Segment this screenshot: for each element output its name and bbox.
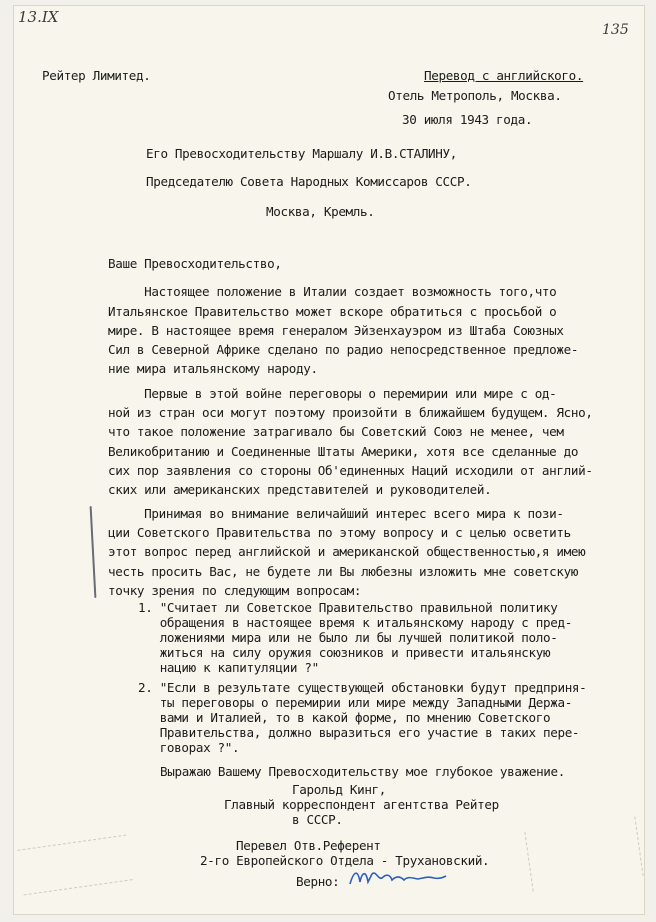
text-line: ских или американских представителей и руководителей.: [108, 482, 492, 497]
salutation: Ваше Превосходительство,: [108, 256, 282, 271]
text-line: ние мира итальянскому народу.: [108, 361, 318, 376]
sender: Рейтер Лимитед.: [42, 68, 151, 83]
addressee-line-3: Москва, Кремль.: [266, 204, 375, 219]
location: Отель Метрополь, Москва.: [388, 88, 562, 103]
text-line: этот вопрос перед английской и американской общественностью,я имею: [108, 544, 586, 559]
addressee-line-2: Председателю Совета Народных Комиссаров СССР.: [146, 174, 472, 189]
text-line: обращения в настоящее время к итальянскому народу с пред-: [138, 615, 572, 630]
text-line: житься на силу оружия союзников и привести итальянскую: [138, 645, 551, 660]
text-line: ной из стран оси могут поэтому произойти в ближайшем будущем. Ясно,: [108, 405, 593, 420]
corner-handwritten-note: 13.IX: [18, 8, 59, 26]
text-line: что такое положение затрагивало бы Советский Союз не менее, чем: [108, 424, 564, 439]
text-line: вами и Италией, то в какой форме, по мнению Советского: [138, 710, 551, 725]
verified-label: Верно:: [296, 874, 340, 889]
translator-line-2: 2-го Европейского Отдела - Трухановский.: [200, 853, 490, 868]
translator-line-1: Перевел Отв.Референт: [236, 838, 381, 853]
text-line: Итальянское Правительство может вскоре обратиться с просьбой о: [108, 304, 557, 319]
text-line: Великобританию и Соединенные Штаты Америки, хотя все сделанные до: [108, 444, 579, 459]
text-line: Сил в Северной Африке сделано по радио непосредственное предложе-: [108, 342, 579, 357]
page-number: 135: [602, 22, 629, 38]
text-line: Первые в этой войне переговоры о перемирии или мире с од-: [108, 386, 557, 401]
text-line: честь просить Вас, не будете ли Вы любезны изложить мне советскую: [108, 564, 579, 579]
signer-title: Главный корреспондент агентства Рейтер: [224, 797, 499, 812]
text-line: Принимая во внимание величайший интерес всего мира к пози-: [108, 506, 564, 521]
text-line: ложениями мира или не было ли бы лучшей политикой поло-: [138, 630, 558, 645]
text-line: ты переговоры о перемирии или мире между Западными Держа-: [138, 695, 572, 710]
text-line: Правительства, должно выразиться его участие в таких пере-: [138, 725, 580, 740]
text-line: ции Советского Правительства по этому вопросу и с целью осветить: [108, 525, 571, 540]
text-line: 1. "Считает ли Советское Правительство правильной политику: [138, 600, 558, 615]
signature-scribble: [348, 866, 448, 888]
text-line: сих пор заявления со стороны Об'единенных Наций исходили от англий-: [108, 463, 593, 478]
handwritten-signature: [348, 866, 448, 888]
signer-name: Гарольд Кинг,: [292, 782, 387, 797]
letter-date: 30 июля 1943 года.: [402, 112, 533, 127]
text-line: мире. В настоящее время генералом Эйзенхауэром из Штаба Союзных: [108, 323, 564, 338]
addressee-line-1: Его Превосходительству Маршалу И.В.СТАЛИНУ,: [146, 146, 457, 161]
signer-title-location: в СССР.: [292, 812, 343, 827]
text-line: 2. "Если в результате существующей обстановки будут предприня-: [138, 680, 587, 695]
text-line: Настоящее положение в Италии создает возможность того,что: [108, 284, 557, 299]
translation-note: Перевод с английского.: [424, 68, 584, 83]
text-line: говорах ?".: [138, 740, 240, 755]
text-line: точку зрения по следующим вопросам:: [108, 583, 362, 598]
text-line: нацию к капитуляции ?": [138, 660, 319, 675]
closing-line: Выражаю Вашему Превосходительству мое глубокое уважение.: [160, 764, 565, 779]
